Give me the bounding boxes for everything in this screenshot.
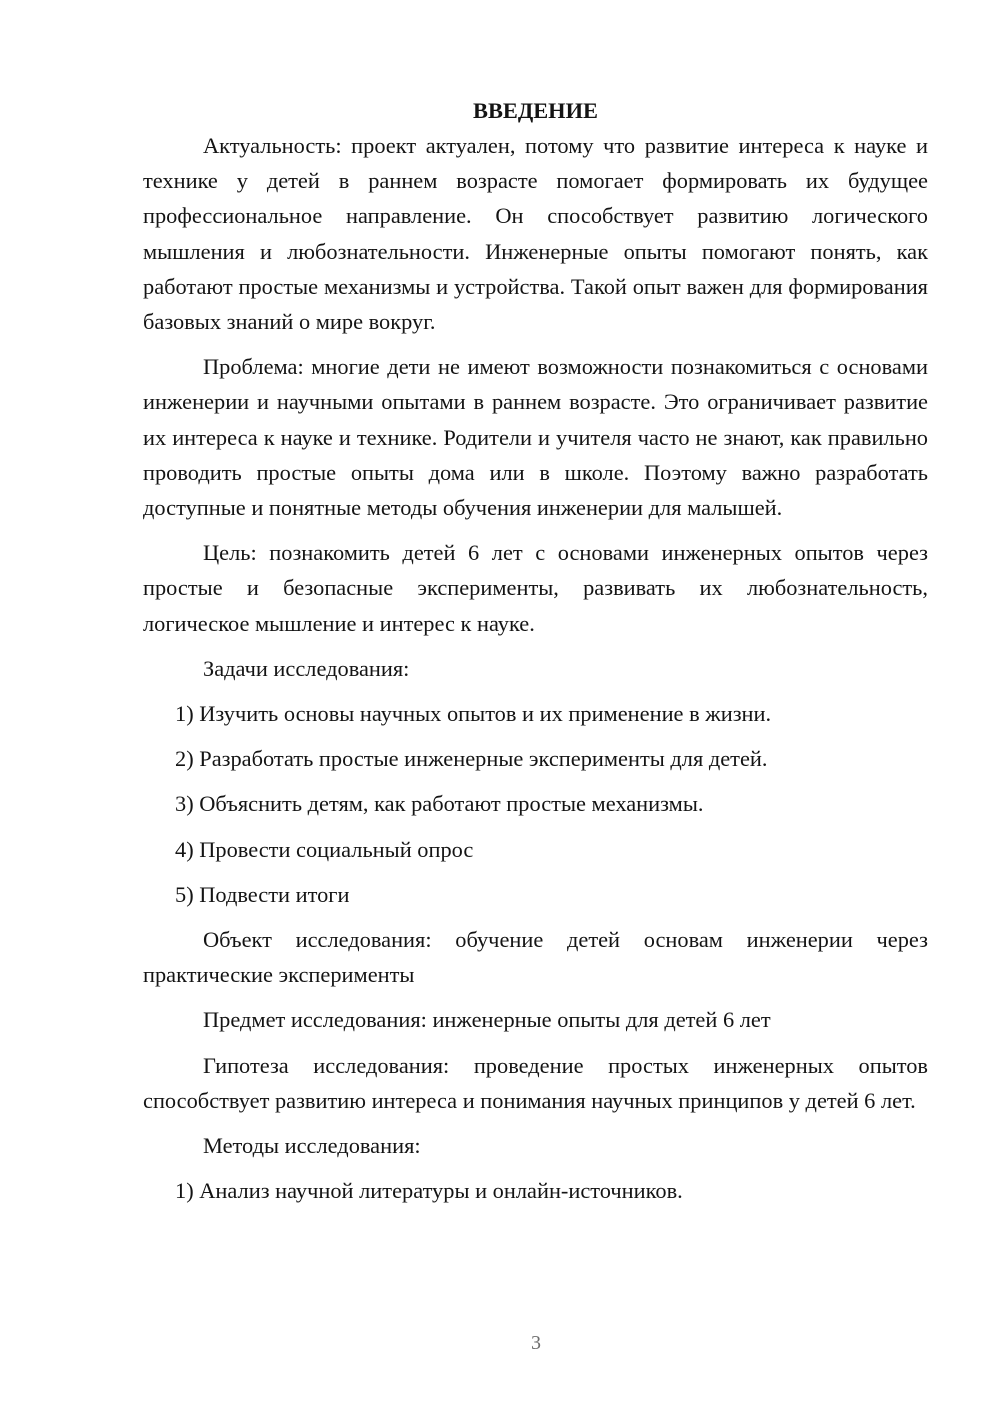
methods-heading: Методы исследования:	[203, 1133, 421, 1159]
paragraph-hypothesis: Гипотеза исследования: проведение простых инженерных опытов способствует развитию интереса и понимания научных принципов у детей 6 лет.	[143, 1052, 928, 1113]
tasks-heading: Задачи исследования:	[203, 655, 410, 681]
page-content	[143, 96, 928, 1218]
tasks-list	[143, 696, 928, 912]
task-item: 2) Разработать простые инженерные эксперименты для детей.	[175, 746, 768, 772]
methods-list	[143, 1173, 928, 1208]
paragraph-object: Объект исследования: обучение детей основам инженерии через практические эксперименты	[143, 927, 928, 988]
task-item: 5) Подвести итоги	[175, 881, 350, 907]
method-item: 1) Анализ научной литературы и онлайн-источников.	[175, 1178, 683, 1204]
paragraph-relevance: Актуальность: проект актуален, потому что развитие интереса к науке и технике у детей в раннем возрасте помогает формировать их будущее профессиональное направление. Он способствует развитию логического мышления и любознательности. Инженерные опыты помогают понять, как работают простые механизмы и устройства. Такой опыт важен для формирования базовых знаний о мире вокруг.	[143, 133, 928, 335]
section-title: ВВЕДЕНИЕ	[473, 98, 598, 123]
paragraph-subject: Предмет исследования: инженерные опыты для детей 6 лет	[203, 1007, 771, 1033]
task-item: 1) Изучить основы научных опытов и их применение в жизни.	[175, 701, 772, 727]
paragraph-goal: Цель: познакомить детей 6 лет с основами инженерных опытов через простые и безопасные эксперименты, развивать их любознательность, логическое мышление и интерес к науке.	[143, 540, 928, 636]
page-number: 3	[531, 1332, 541, 1354]
paragraph-problem: Проблема: многие дети не имеют возможности познакомиться с основами инженерии и научными опытами в раннем возрасте. Это ограничивает развитие их интереса к науке и технике. Родители и учителя часто не знают, как правильно проводить простые опыты дома или в школе. Поэтому важно разработать доступные и понятные методы обучения инженерии для малышей.	[143, 354, 928, 521]
task-item: 4) Провести социальный опрос	[175, 836, 474, 862]
task-item: 3) Объяснить детям, как работают простые механизмы.	[175, 791, 704, 817]
